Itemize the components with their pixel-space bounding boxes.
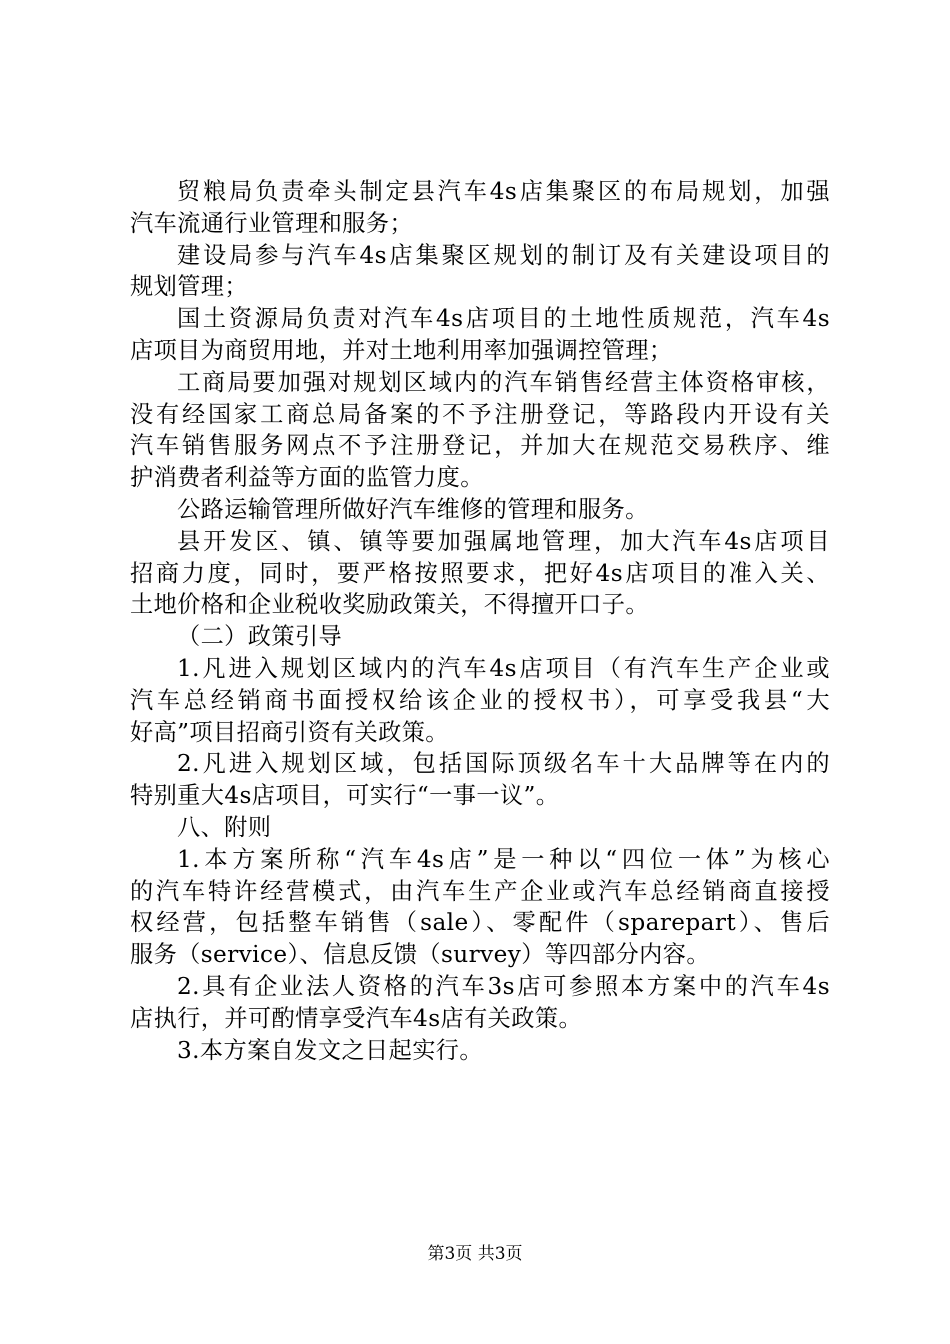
text-line: 的汽车特许经营模式，由汽车生产企业或汽车总经销商直接授 xyxy=(130,877,830,905)
text-line: 2.凡进入规划区域，包括国际顶级名车十大品牌等在内的 xyxy=(177,750,830,778)
text-line: 汽车流通行业管理和服务； xyxy=(130,209,414,237)
text-line: 权经营，包括整车销售（sale）、零配件（sparepart）、售后 xyxy=(130,909,830,937)
text-line: 护消费者利益等方面的监管力度。 xyxy=(130,464,484,492)
text-line: （二）政策引导 xyxy=(177,623,343,651)
text-line: 没有经国家工商总局备案的不予注册登记，等路段内开设有关 xyxy=(130,400,830,428)
document-body xyxy=(130,176,830,1066)
text-line: 好高”项目招商引资有关政策。 xyxy=(130,718,449,746)
page-footer: 第3页 共3页 xyxy=(427,1244,523,1264)
text-line: 汽车总经销商书面授权给该企业的授权书），可享受我县“大 xyxy=(130,686,830,714)
text-line: 2.具有企业法人资格的汽车3s店可参照本方案中的汽车4s xyxy=(177,972,830,1000)
text-line: 特别重大4s店项目，可实行“一事一议”。 xyxy=(130,782,560,810)
text-line: 店执行，并可酌情享受汽车4s店有关政策。 xyxy=(130,1004,583,1032)
text-line: 汽车销售服务网点不予注册登记，并加大在规范交易秩序、维 xyxy=(130,432,830,460)
text-line: 建设局参与汽车4s店集聚区规划的制订及有关建设项目的 xyxy=(177,241,830,269)
text-line: 国土资源局负责对汽车4s店项目的土地性质规范，汽车4s xyxy=(177,305,830,333)
text-line: 1.本方案所称“汽车4s店”是一种以“四位一体”为核心 xyxy=(177,845,830,873)
text-line: 工商局要加强对规划区域内的汽车销售经营主体资格审核， xyxy=(177,368,830,396)
text-line: 招商力度，同时，要严格按照要求，把好4s店项目的准入关、 xyxy=(130,559,830,587)
text-line: 公路运输管理所做好汽车维修的管理和服务。 xyxy=(177,495,649,523)
text-line: 贸粮局负责牵头制定县汽车4s店集聚区的布局规划，加强 xyxy=(177,178,830,205)
text-line: 八、附则 xyxy=(177,813,272,841)
text-line: 县开发区、镇、镇等要加强属地管理，加大汽车4s店项目 xyxy=(177,527,830,555)
text-line: 店项目为商贸用地，并对土地利用率加强调控管理； xyxy=(130,336,673,364)
text-line: 1.凡进入规划区域内的汽车4s店项目（有汽车生产企业或 xyxy=(177,654,830,682)
text-line: 服务（service）、信息反馈（survey）等四部分内容。 xyxy=(130,941,710,969)
text-line: 3.本方案自发文之日起实行。 xyxy=(177,1036,483,1064)
text-line: 土地价格和企业税收奖励政策关，不得擅开口子。 xyxy=(130,591,649,619)
text-line: 规划管理； xyxy=(130,273,248,301)
